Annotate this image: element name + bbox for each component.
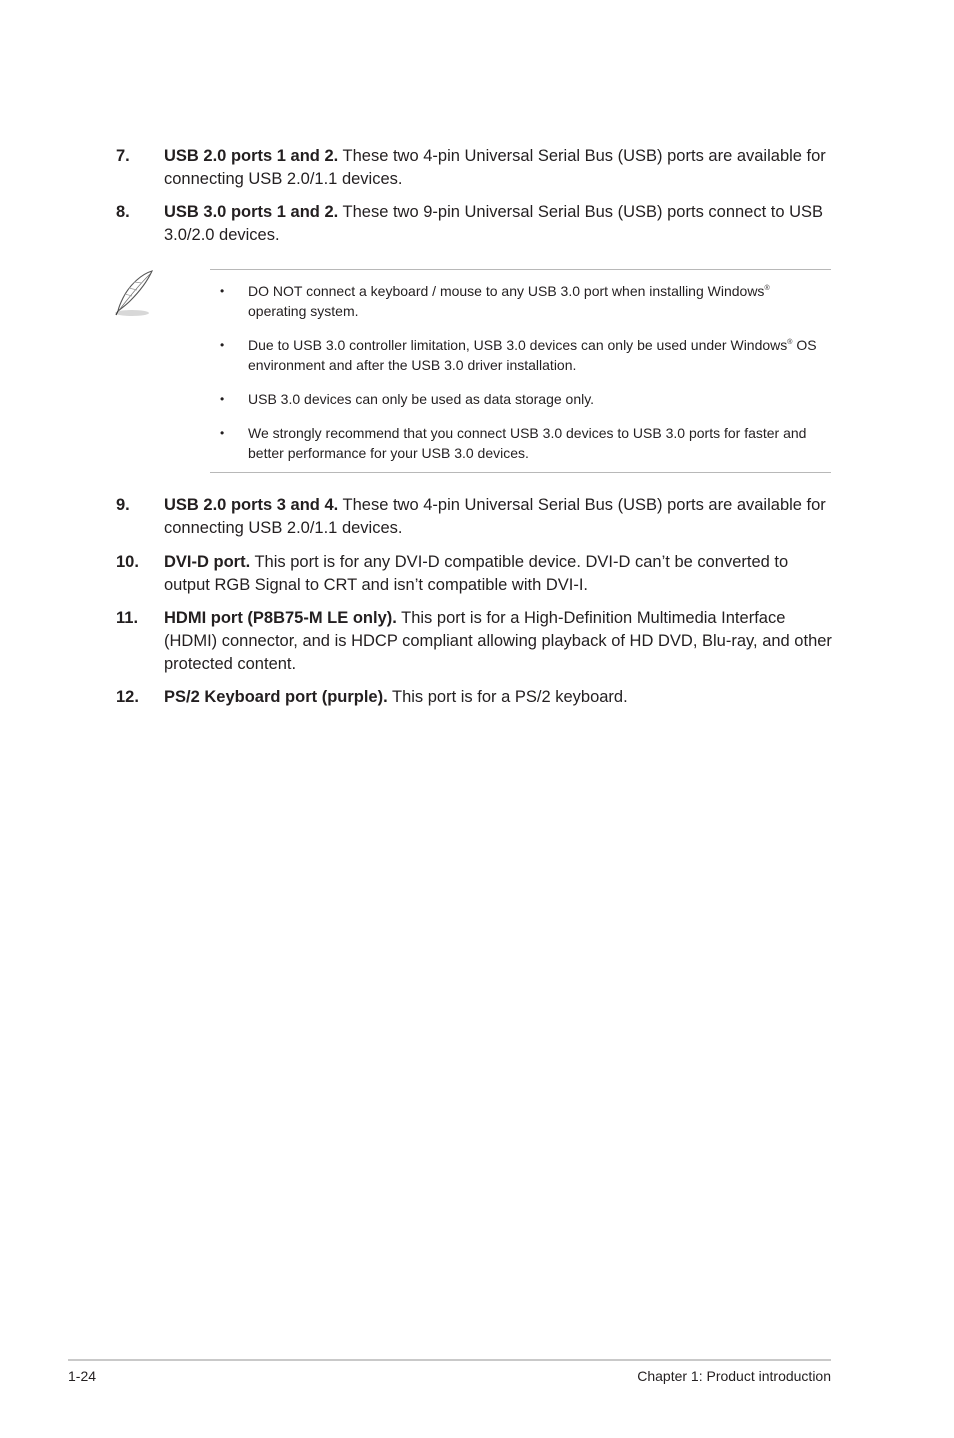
item-number: 11.: [116, 609, 139, 627]
list-item-9: [116, 494, 836, 540]
item-text: These two 4-pin Universal Serial Bus (USB) ports are available for connecting USB 2.0/1.1 devices.: [164, 147, 826, 188]
item-number: 9.: [116, 496, 130, 514]
chapter-title: Chapter 1: Product introduction: [637, 1368, 831, 1384]
note-bullet: • USB 3.0 devices can only be used as data storage only.: [220, 391, 595, 407]
note-bullet: • DO NOT connect a keyboard / mouse to any USB 3.0 port when installing Windows® operating system.: [220, 283, 770, 319]
item-text: These two 9-pin Universal Serial Bus (USB) ports connect to USB 3.0/2.0 devices.: [164, 203, 824, 244]
item-text: This port is for a PS/2 keyboard.: [392, 688, 628, 706]
list-item-12: [116, 686, 836, 709]
item-number: 10.: [116, 553, 139, 571]
list-item-10: [116, 551, 836, 597]
item-text: This port is for any DVI-D compatible device. DVI-D can’t be converted to output RGB Signal to CRT and isn’t compatible with DVI-I.: [164, 553, 789, 594]
item-number: 7.: [116, 147, 130, 165]
item-title: USB 2.0 ports 3 and 4.: [164, 496, 339, 514]
list-item-8: [116, 201, 836, 247]
footer-divider: [68, 1359, 831, 1361]
note-box: [210, 269, 831, 473]
item-title: USB 2.0 ports 1 and 2.: [164, 147, 339, 165]
item-number: 12.: [116, 688, 139, 706]
page-number: 1-24: [68, 1368, 97, 1384]
item-text: This port is for a High-Definition Multimedia Interface (HDMI) connector, and is HDCP compliant allowing playback of HD DVD, Blu-ray, and other protected content.: [164, 609, 832, 673]
item-title: DVI-D port.: [164, 553, 251, 571]
note-bullet: • Due to USB 3.0 controller limitation, USB 3.0 devices can only be used under Windows® OS environment and after the USB 3.0 driver installation.: [220, 337, 817, 373]
item-text: These two 4-pin Universal Serial Bus (USB) ports are available for connecting USB 2.0/1.1 devices.: [164, 496, 826, 537]
list-item-11: [116, 607, 836, 676]
pen-note-icon: [112, 268, 154, 320]
note-bullet: • We strongly recommend that you connect USB 3.0 devices to USB 3.0 ports for faster and better performance for your USB 3.0 devices.: [220, 425, 807, 461]
item-number: 8.: [116, 203, 130, 221]
list-item-7: [116, 145, 836, 191]
item-title: PS/2 Keyboard port (purple).: [164, 688, 388, 706]
item-title: USB 3.0 ports 1 and 2.: [164, 203, 339, 221]
item-title: HDMI port (P8B75-M LE only).: [164, 609, 397, 627]
